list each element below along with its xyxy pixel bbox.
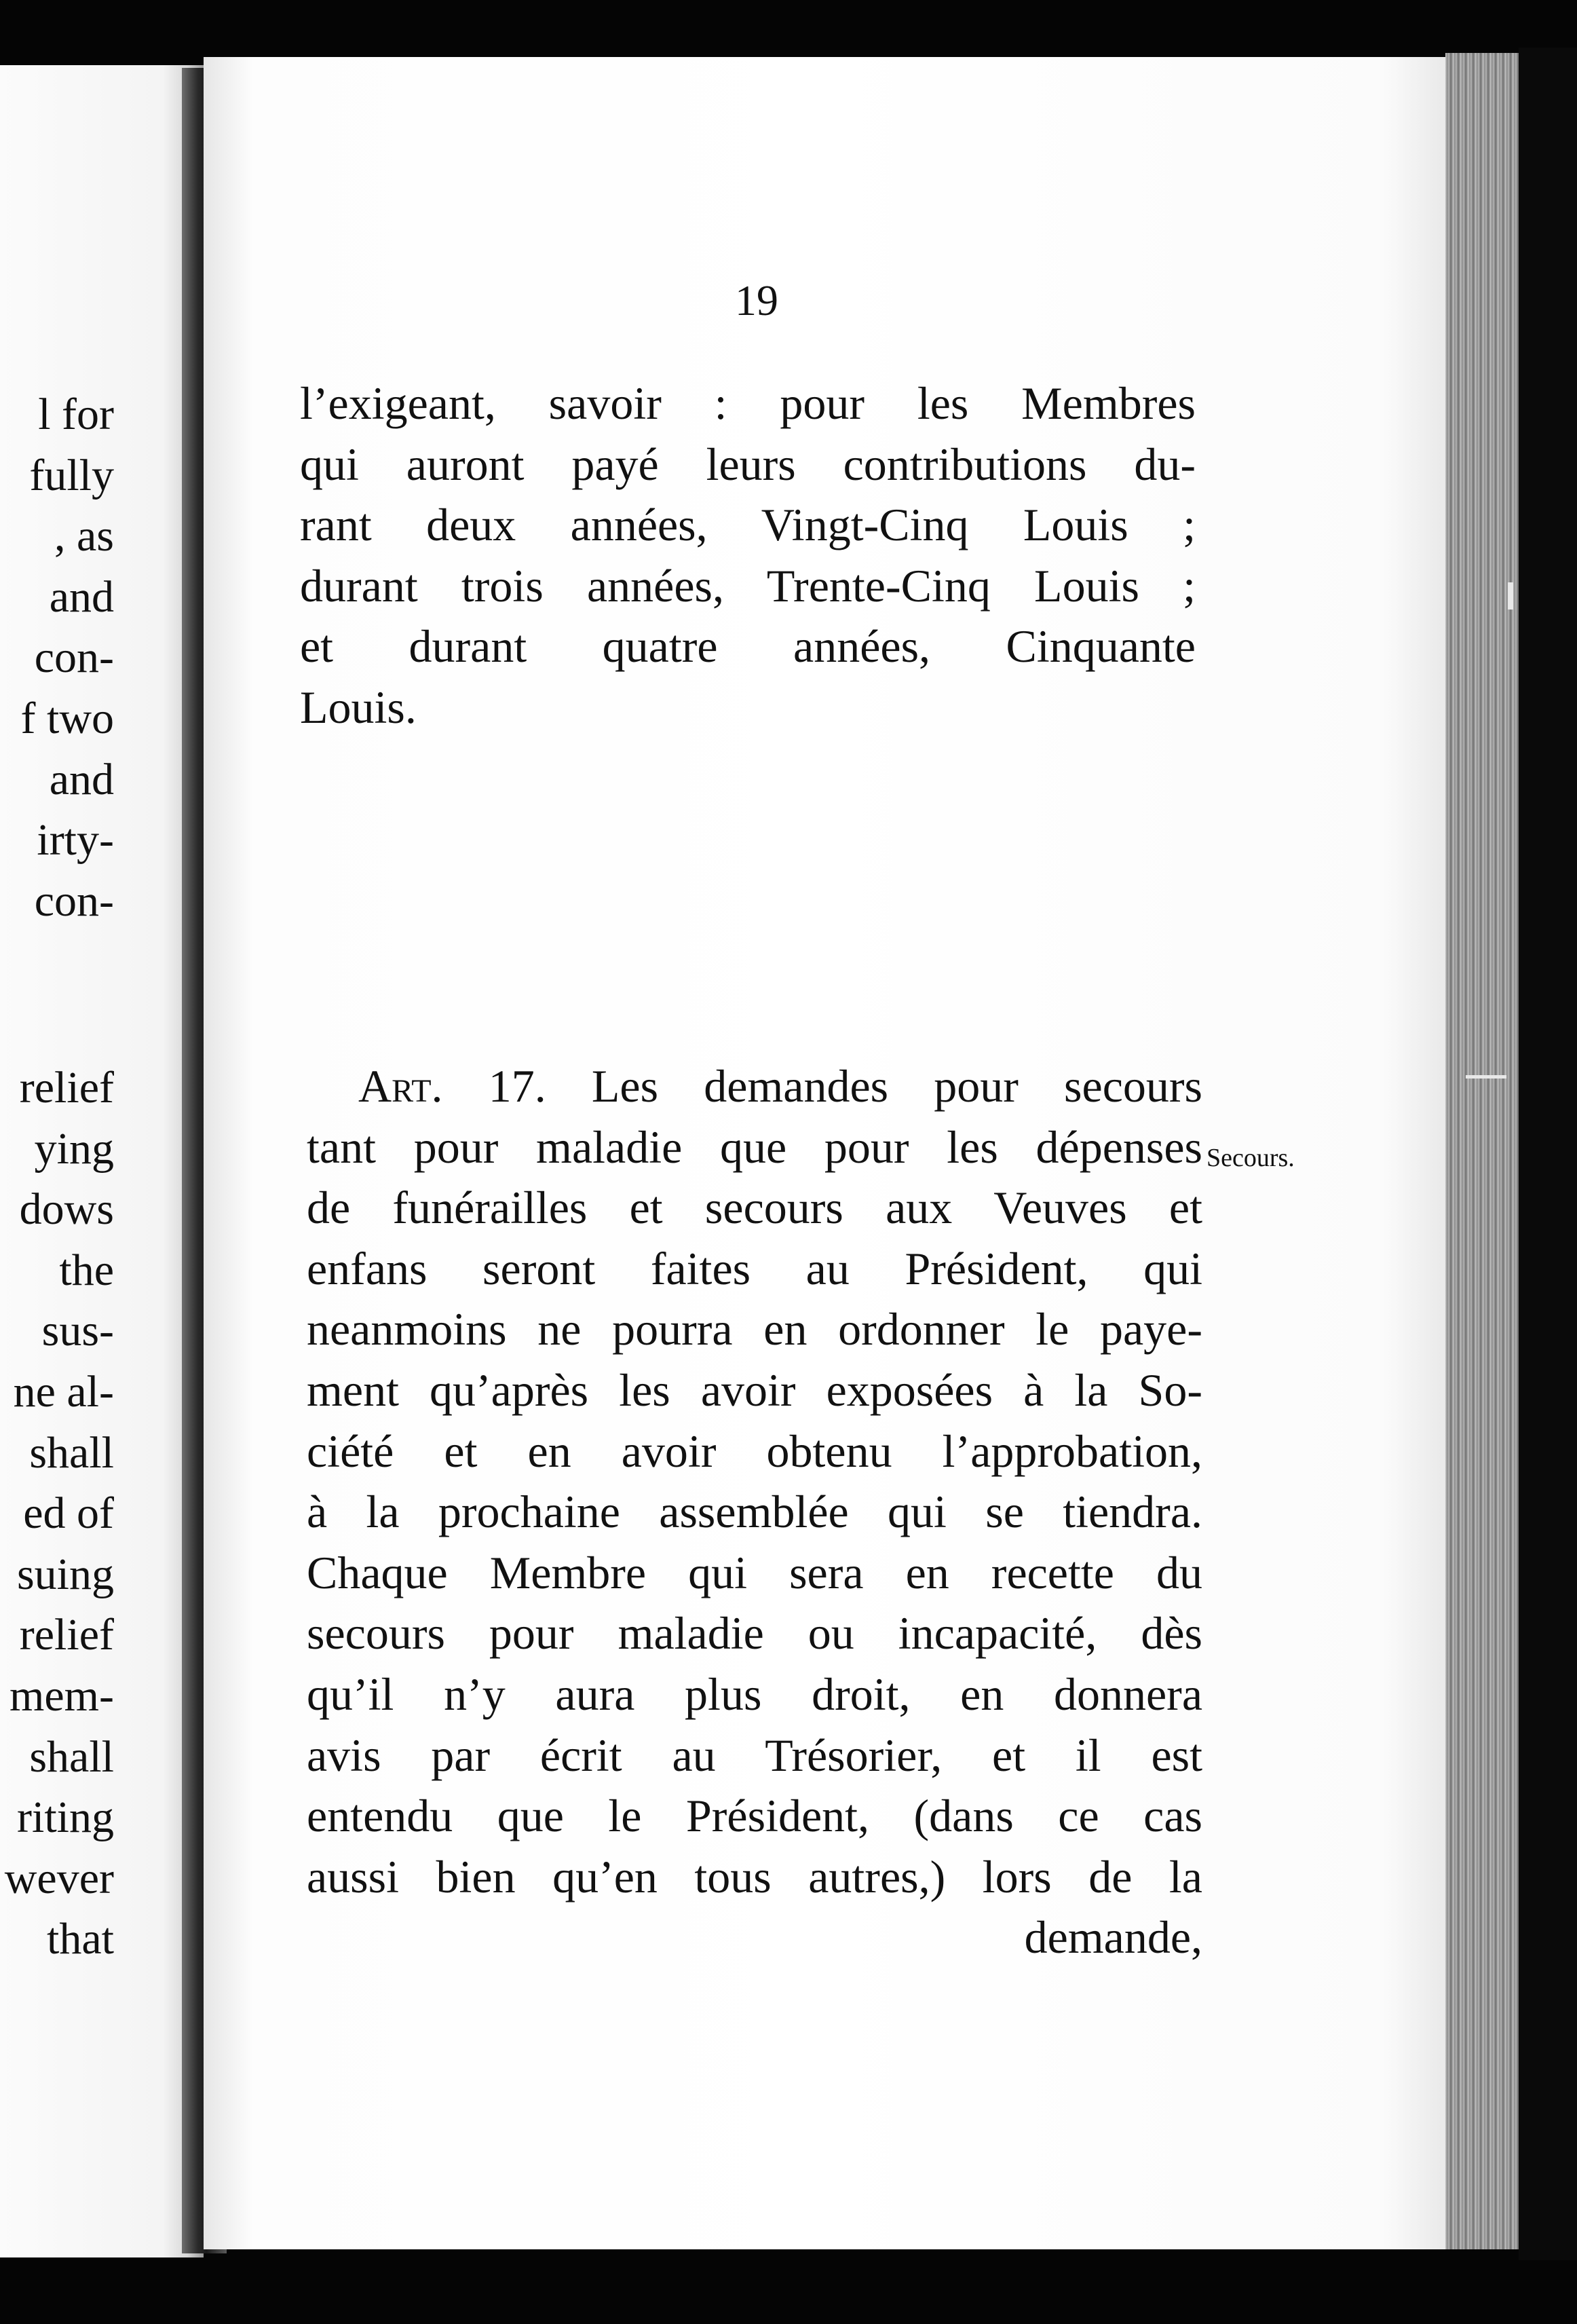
text-line: l’exigeant, savoir : pour les Membres — [300, 377, 1196, 429]
page-number: 19 — [735, 276, 778, 324]
page-edges-shadow — [1519, 48, 1577, 2260]
left-line: con- — [34, 633, 114, 683]
article-label: Art. 17. — [358, 1060, 546, 1112]
left-page-text-bottom — [0, 1057, 114, 1970]
left-line: riting — [17, 1793, 114, 1843]
text-line: à la prochaine assemblée qui se tiendra. — [307, 1486, 1202, 1538]
left-line: sus- — [41, 1306, 114, 1356]
text-line: Chaque Membre qui sera en recette du — [307, 1546, 1202, 1598]
left-line: shall — [29, 1427, 114, 1478]
text-line: rant deux années, Vingt-Cinq Louis ; — [300, 499, 1196, 551]
left-line: f two — [20, 693, 114, 743]
left-line: relief — [19, 1610, 114, 1660]
left-line: mem- — [10, 1670, 114, 1721]
text-line: durant trois années, Trente-Cinq Louis ; — [300, 559, 1196, 612]
text-line: avis par écrit au Trésorier, et il est — [307, 1729, 1202, 1781]
dust-speck — [1508, 582, 1513, 610]
paragraph-1 — [300, 373, 1196, 738]
left-line: fully — [29, 450, 114, 500]
text-line: enfans seront faites au Président, qui — [307, 1242, 1202, 1294]
left-line: , as — [54, 511, 114, 561]
text-line: qui auront payé leurs contributions du- — [300, 438, 1196, 490]
left-line: con- — [34, 876, 114, 926]
text-line: qu’il n’y aura plus droit, en donnera — [307, 1668, 1202, 1720]
text-line: Louis. — [300, 681, 417, 733]
left-line: suing — [16, 1549, 114, 1599]
left-line: and — [49, 754, 114, 804]
text-line: secours pour maladie ou incapacité, dès — [307, 1607, 1202, 1660]
text-line-first — [307, 1056, 1202, 1117]
left-line: ed of — [23, 1488, 114, 1539]
left-line: that — [47, 1914, 114, 1964]
text-line: neanmoins ne pourra en ordonner le paye- — [307, 1303, 1202, 1355]
text-line: entendu que le Président, (dans ce cas — [307, 1790, 1202, 1842]
left-line: l for — [38, 390, 114, 439]
left-page-text-top — [0, 384, 114, 931]
article-17-paragraph — [307, 1056, 1202, 1968]
left-page — [0, 65, 204, 2257]
left-line: ying — [34, 1123, 114, 1174]
left-line: relief — [19, 1063, 114, 1112]
left-line: and — [49, 571, 114, 622]
left-line: dows — [19, 1184, 114, 1235]
text-line: de funérailles et secours aux Veuves et — [307, 1182, 1202, 1234]
left-line: irty- — [37, 815, 114, 865]
first-line-rest: Les demandes pour secours — [591, 1060, 1202, 1112]
left-line: wever — [4, 1853, 114, 1903]
page-edges — [1445, 53, 1519, 2249]
left-line: the — [59, 1245, 114, 1295]
text-line: tant pour maladie que pour les dépenses — [307, 1121, 1202, 1173]
left-line: ne al- — [13, 1366, 114, 1417]
text-line: ciété et en avoir obtenu l’approbation, — [307, 1425, 1202, 1477]
text-line: aussi bien qu’en tous autres,) lors de la — [307, 1850, 1202, 1903]
left-line: shall — [29, 1731, 114, 1782]
text-line: ment qu’après les avoir exposées à la So- — [307, 1364, 1202, 1416]
catchword: demande, — [1024, 1911, 1202, 1964]
dust-speck — [1466, 1075, 1506, 1079]
margin-note: Secours. — [1206, 1144, 1295, 1172]
text-line: et durant quatre années, Cinquante — [300, 620, 1196, 673]
